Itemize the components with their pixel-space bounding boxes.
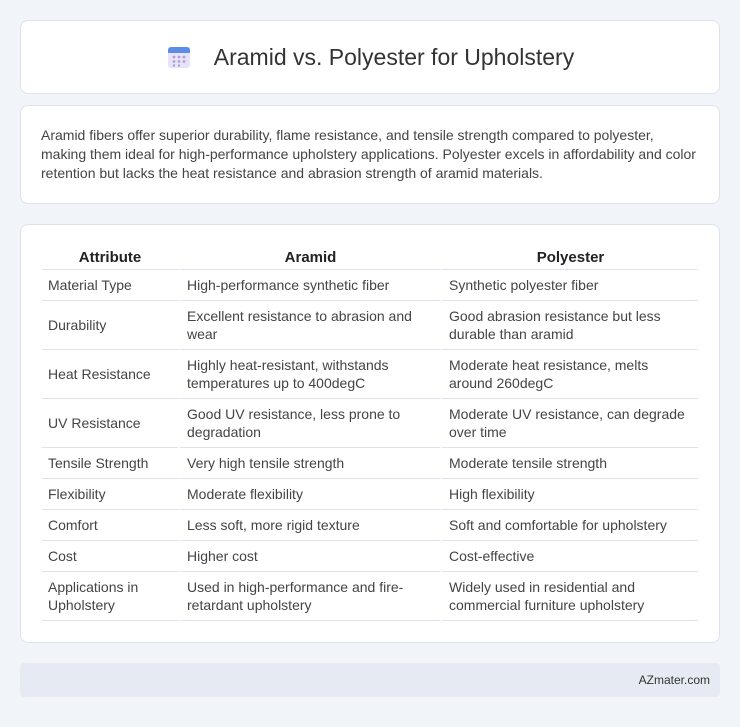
polyester-cell: Good abrasion resistance but less durable than aramid <box>440 301 698 350</box>
attribute-cell: Comfort <box>42 510 178 541</box>
attribute-cell: UV Resistance <box>42 399 178 448</box>
polyester-cell: High flexibility <box>440 479 698 510</box>
intro-text: Aramid fibers offer superior durability, flame resistance, and tensile strength compared to polyester, making them ideal for high-performance upholstery applications. Polyester excels in affordability and color retention but lacks the heat resistance and abrasion strength of aramid materials. <box>41 127 696 181</box>
polyester-cell: Moderate heat resistance, melts around 260degC <box>440 350 698 399</box>
table-row <box>42 448 698 479</box>
table-row <box>42 479 698 510</box>
page-title: Aramid vs. Polyester for Upholstery <box>213 43 575 70</box>
polyester-cell: Moderate UV resistance, can degrade over time <box>440 399 698 448</box>
attribute-cell: Cost <box>42 541 178 572</box>
table-row <box>42 301 698 350</box>
aramid-cell: Good UV resistance, less prone to degradation <box>178 399 440 448</box>
aramid-cell: Excellent resistance to abrasion and wear <box>178 301 440 350</box>
footer <box>20 663 720 697</box>
polyester-cell: Soft and comfortable for upholstery <box>440 510 698 541</box>
aramid-cell: Used in high-performance and fire-retardant upholstery <box>178 572 440 621</box>
title-card <box>20 20 720 94</box>
table-row <box>42 270 698 301</box>
aramid-cell: Less soft, more rigid texture <box>178 510 440 541</box>
aramid-cell: Highly heat-resistant, withstands temperatures up to 400degC <box>178 350 440 399</box>
attribute-cell: Applications in Upholstery <box>42 572 178 621</box>
polyester-cell: Widely used in residential and commercial furniture upholstery <box>440 572 698 621</box>
comparison-table <box>42 247 698 621</box>
polyester-cell: Moderate tensile strength <box>440 448 698 479</box>
aramid-cell: Very high tensile strength <box>178 448 440 479</box>
footer-brand: AZmater.com <box>638 673 710 687</box>
table-row <box>42 350 698 399</box>
attribute-cell: Flexibility <box>42 479 178 510</box>
calendar-icon <box>166 44 192 70</box>
polyester-cell: Synthetic polyester fiber <box>440 270 698 301</box>
column-header-aramid: Aramid <box>178 247 440 270</box>
polyester-cell: Cost-effective <box>440 541 698 572</box>
aramid-cell: Moderate flexibility <box>178 479 440 510</box>
aramid-cell: High-performance synthetic fiber <box>178 270 440 301</box>
comparison-table-card <box>20 224 720 643</box>
attribute-cell: Heat Resistance <box>42 350 178 399</box>
table-header-row <box>42 247 698 270</box>
table-row <box>42 572 698 621</box>
attribute-cell: Tensile Strength <box>42 448 178 479</box>
attribute-cell: Durability <box>42 301 178 350</box>
column-header-attribute: Attribute <box>42 247 178 270</box>
attribute-cell: Material Type <box>42 270 178 301</box>
table-row <box>42 510 698 541</box>
table-row <box>42 399 698 448</box>
table-row <box>42 541 698 572</box>
intro-card <box>20 105 720 204</box>
aramid-cell: Higher cost <box>178 541 440 572</box>
column-header-polyester: Polyester <box>440 247 698 270</box>
